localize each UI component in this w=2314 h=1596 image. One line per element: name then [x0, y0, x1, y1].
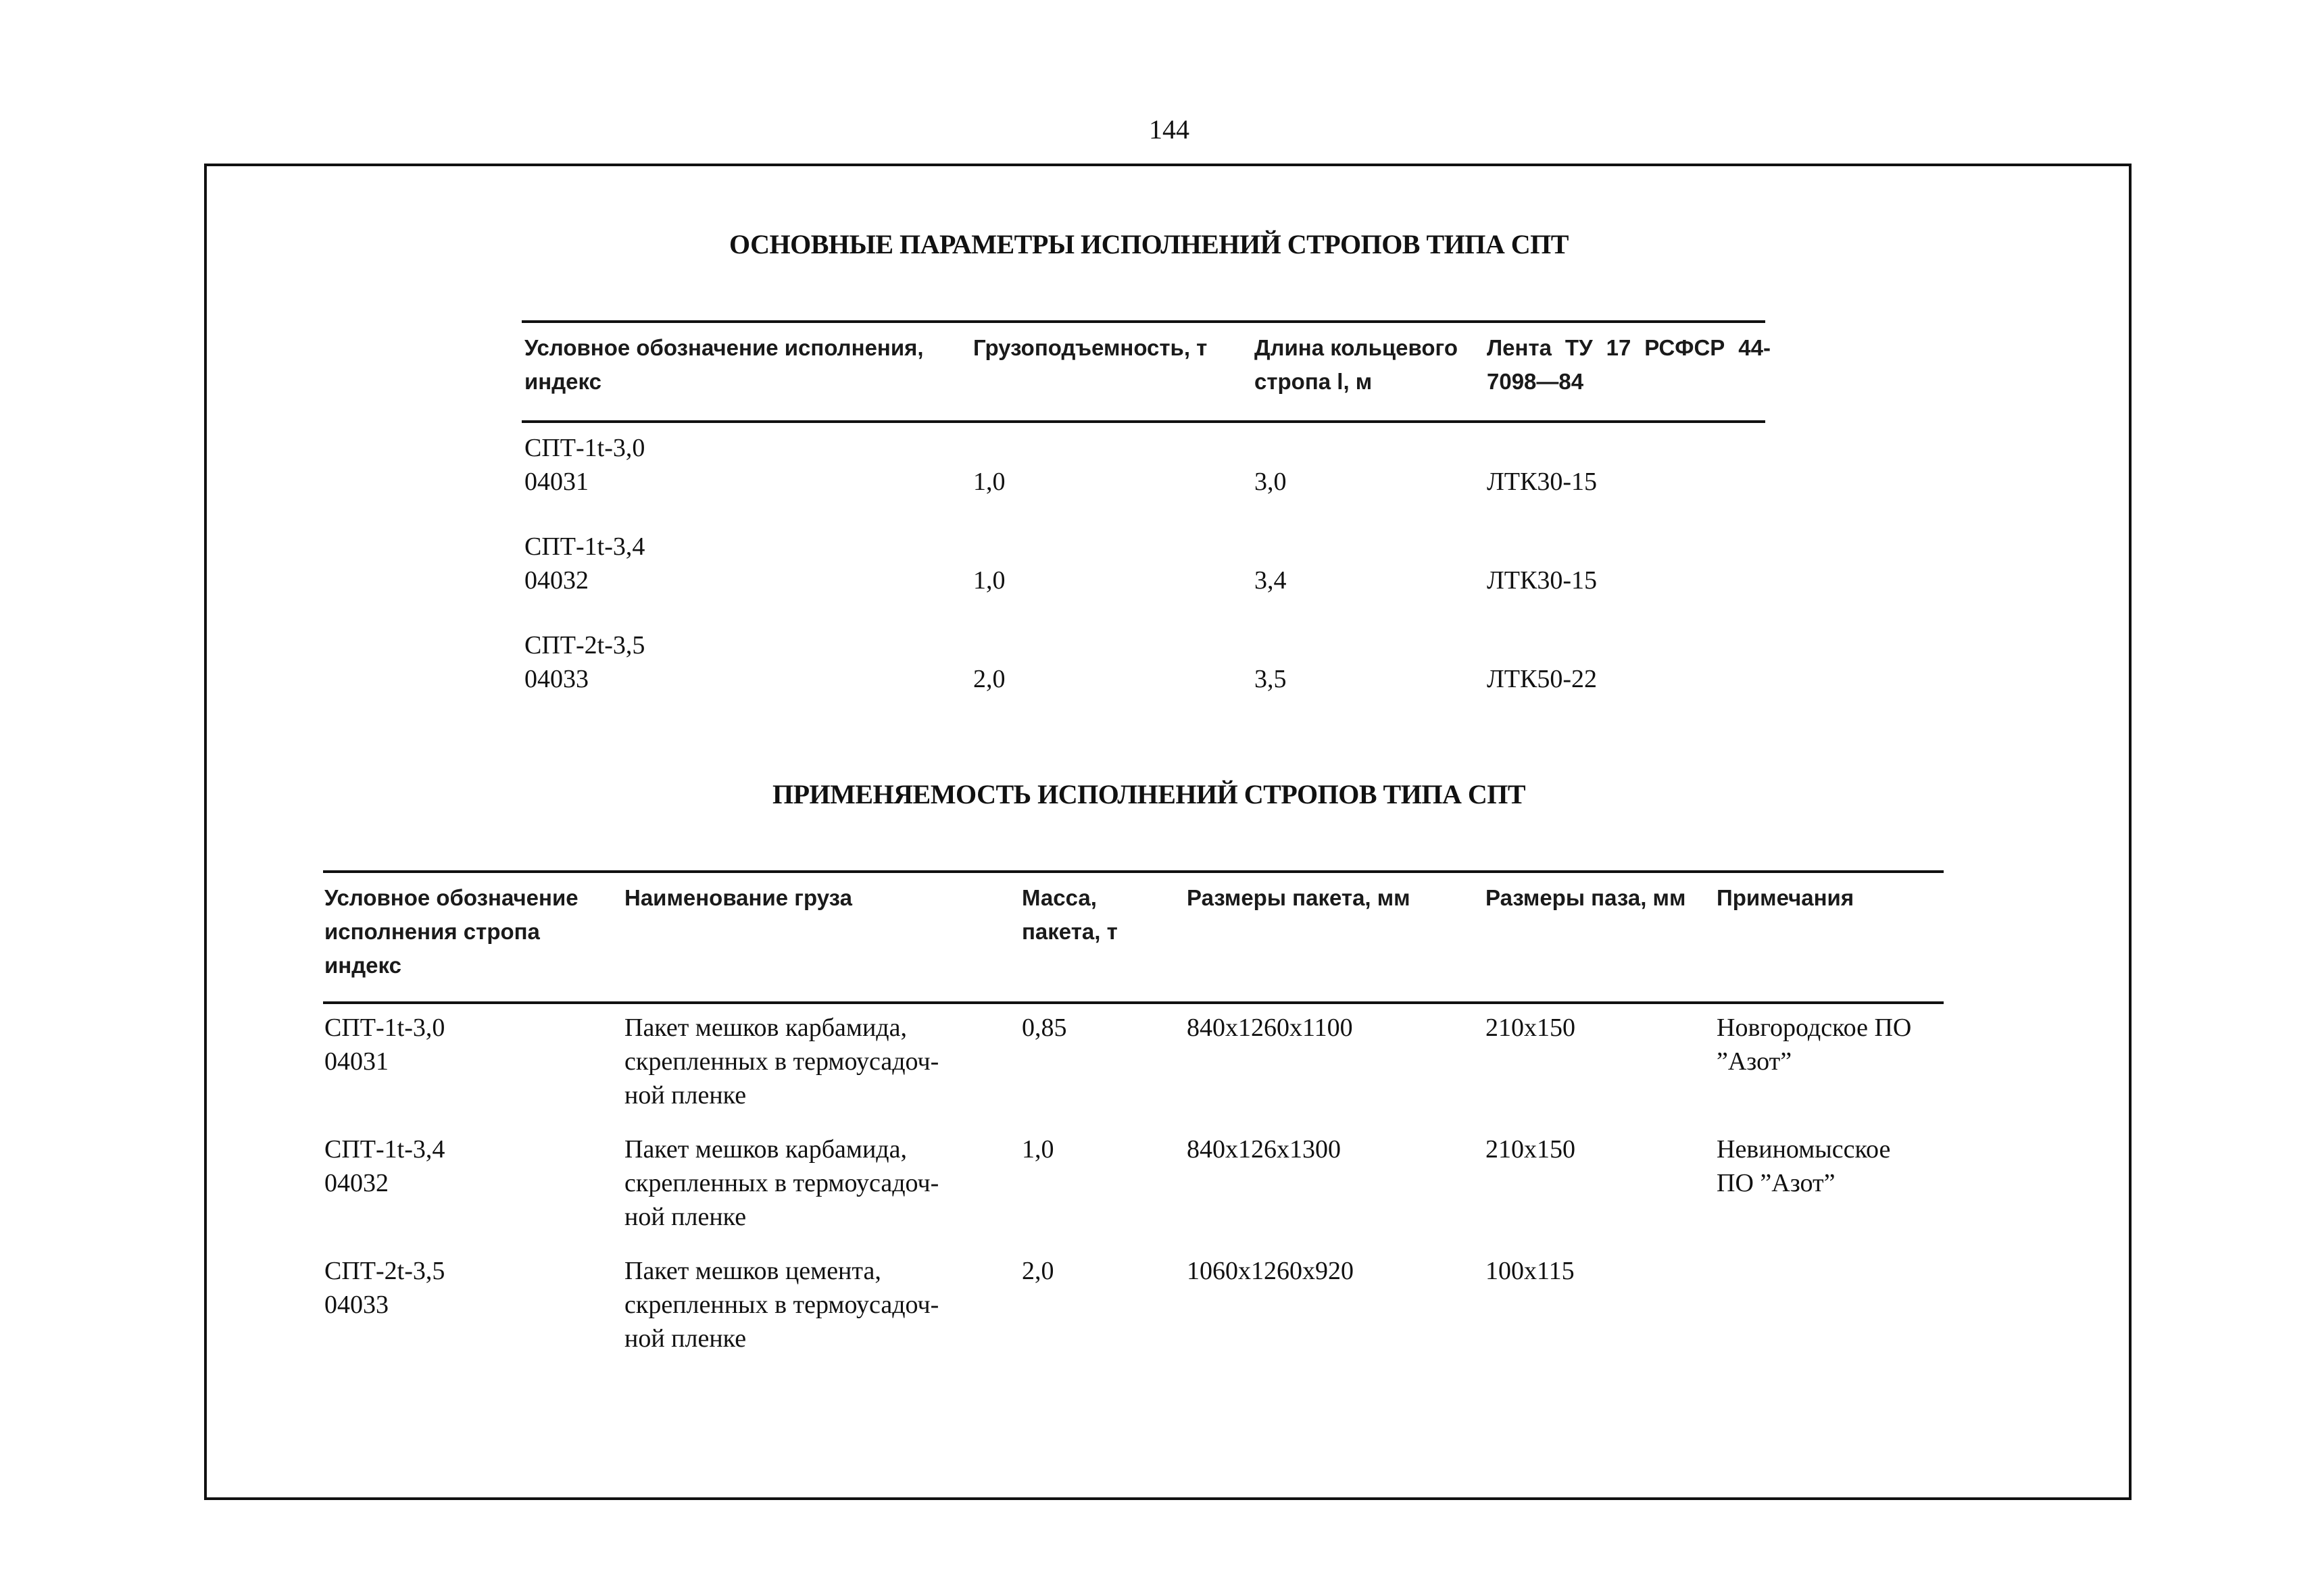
table1-row1-index: 04031	[524, 468, 589, 496]
table1-row2-capacity: 1,0	[973, 566, 1006, 595]
table1-row2-tape: ЛТК30-15	[1487, 566, 1597, 595]
table2-header-rule	[323, 1001, 1944, 1004]
table2-row1-groove-size: 210x150	[1485, 1014, 1575, 1042]
page-number: 144	[1149, 114, 1189, 145]
table2-row3-package-size: 1060x1260x920	[1187, 1257, 1354, 1285]
table1-header-length: Длина кольцевого стропа l, м	[1254, 335, 1458, 394]
table1-header-capacity: Грузоподъемность, т	[973, 335, 1208, 360]
table2-row2-package-size: 840x126x1300	[1187, 1135, 1341, 1164]
table1-row3-designation: СПТ-2t-3,5	[524, 631, 645, 659]
table2-row1-index: 04031	[324, 1047, 389, 1076]
table1-row2-index: 04032	[524, 566, 589, 595]
table2-row1-cargo: Пакет мешков карбамида, скрепленных в термоусадоч-ной пленке	[624, 1014, 939, 1109]
table2-row3-groove-size: 100x115	[1485, 1257, 1575, 1285]
table1-row1-length: 3,0	[1254, 468, 1287, 496]
table1-row2-designation: СПТ-1t-3,4	[524, 532, 645, 561]
table1-row3-index: 04033	[524, 665, 589, 693]
table2-top-rule	[323, 870, 1944, 873]
table1-row3-tape: ЛТК50-22	[1487, 665, 1597, 693]
table2-header-notes: Примечания	[1717, 885, 1854, 910]
table2-row3-cargo: Пакет мешков цемента, скрепленных в термоусадоч-ной пленке	[624, 1257, 939, 1353]
table1-row1-tape: ЛТК30-15	[1487, 468, 1597, 496]
table1-header-rule	[522, 420, 1765, 423]
table2-row2-notes: Невиномысское ПО ”Азот”	[1717, 1135, 1891, 1197]
table2-header-mass: Масса, пакета, т	[1022, 885, 1118, 944]
table2-row2-cargo: Пакет мешков карбамида, скрепленных в термоусадоч-ной пленке	[624, 1135, 939, 1231]
table1-row3-length: 3,5	[1254, 665, 1287, 693]
table2-row3-index: 04033	[324, 1291, 389, 1319]
table1-top-rule	[522, 320, 1765, 323]
table2-row2-designation: СПТ-1t-3,4	[324, 1135, 445, 1164]
table1-row2-length: 3,4	[1254, 566, 1287, 595]
table2-row1-package-size: 840x1260x1100	[1187, 1014, 1353, 1042]
table2-row3-designation: СПТ-2t-3,5	[324, 1257, 445, 1285]
table2-row1-notes: Новгородское ПО ”Азот”	[1717, 1014, 1912, 1076]
table1-title: ОСНОВНЫЕ ПАРАМЕТРЫ ИСПОЛНЕНИЙ СТРОПОВ ТИПА СПТ	[729, 229, 1569, 259]
table2-row2-mass: 1,0	[1022, 1135, 1054, 1164]
table1-row3-capacity: 2,0	[973, 665, 1006, 693]
table2-row1-designation: СПТ-1t-3,0	[324, 1014, 445, 1042]
table1-header-designation: Условное обозначение исполнения, индекс	[524, 335, 924, 394]
table1-row1-designation: СПТ-1t-3,0	[524, 434, 645, 462]
table1-row1-capacity: 1,0	[973, 468, 1006, 496]
table2-row2-groove-size: 210x150	[1485, 1135, 1575, 1164]
table2-header-groove-size: Размеры паза, мм	[1485, 885, 1686, 910]
table2-header-designation: Условное обозначение исполнения стропа индекс	[324, 885, 578, 978]
table2-row1-mass: 0,85	[1022, 1014, 1067, 1042]
table1-header-tape: Лента ТУ 17 РСФСР 44-7098—84	[1487, 335, 1771, 394]
table2-header-package-size: Размеры пакета, мм	[1187, 885, 1410, 910]
table2-row3-mass: 2,0	[1022, 1257, 1054, 1285]
table2-title: ПРИМЕНЯЕМОСТЬ ИСПОЛНЕНИЙ СТРОПОВ ТИПА СПТ	[772, 779, 1526, 809]
table2-header-cargo: Наименование груза	[624, 885, 852, 910]
table2-row2-index: 04032	[324, 1169, 389, 1197]
